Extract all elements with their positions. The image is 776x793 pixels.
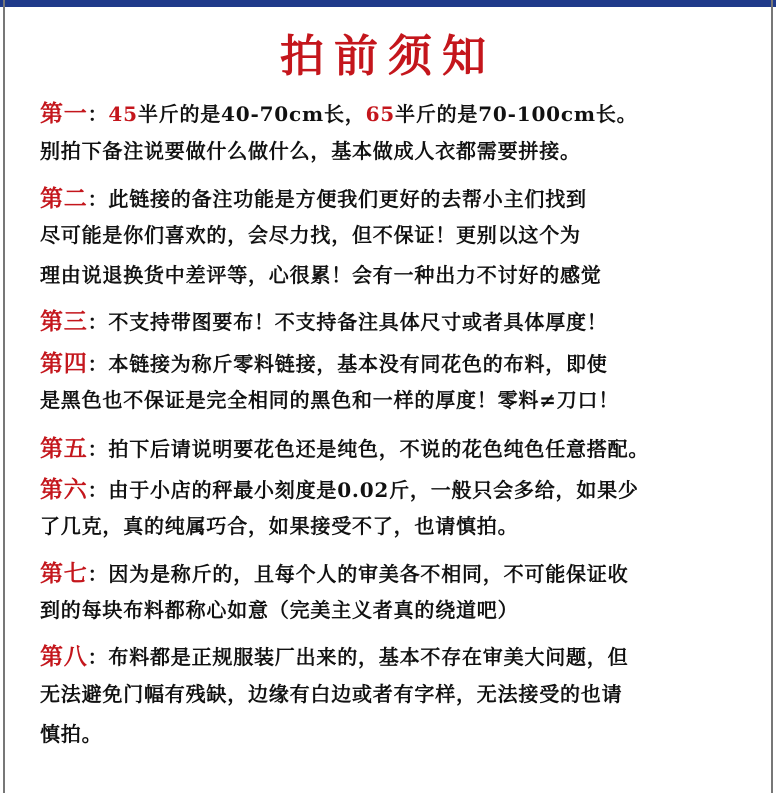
item-7-label: 第七	[40, 560, 88, 587]
item-1-number-2: 65	[365, 102, 396, 126]
left-border	[3, 0, 5, 793]
item-1-text-1: 半斤的是40-70cm长，	[137, 102, 366, 126]
item-1-label: 第一	[40, 100, 88, 127]
item-8-label: 第八	[40, 643, 88, 670]
item-2-line-3: 理由说退换货中差评等，心很累！会有一种出力不讨好的感觉	[40, 263, 602, 287]
item-1-number-1: 45	[108, 102, 138, 126]
item-4-line-1	[40, 345, 608, 378]
item-7-text: ：因为是称斤的，且每个人的审美各不相同，不可能保证收	[87, 562, 629, 586]
page-title: 拍前须知	[280, 31, 496, 82]
item-3-text: ：不支持带图要布！不支持备注具体尺寸或者具体厚度！	[87, 310, 608, 334]
item-7-line-2: 到的每块布料都称心如意（完美主义者真的绕道吧）	[40, 598, 519, 622]
item-8-line-1	[40, 638, 628, 671]
item-6-text: ：由于小店的秤最小刻度是0.02斤，一般只会多给，如果少	[87, 478, 639, 502]
item-2-line-1	[40, 180, 587, 213]
item-1-colon: ：	[87, 102, 109, 126]
item-3-line-1	[40, 303, 608, 336]
item-4-text: ：本链接为称斤零料链接，基本没有同花色的布料，即使	[87, 352, 608, 376]
item-7-line-1	[40, 555, 628, 588]
item-8-line-2: 无法避免门幅有残缺，边缘有白边或者有字样，无法接受的也请	[40, 682, 623, 706]
item-6-line-1	[40, 471, 639, 504]
right-border	[771, 0, 773, 793]
item-5-line-1	[40, 430, 649, 463]
item-5-label: 第五	[40, 435, 88, 462]
item-8-text: ：布料都是正规服装厂出来的，基本不存在审美大问题，但	[87, 645, 629, 669]
item-1-line-1	[40, 95, 637, 128]
item-8-line-3: 慎拍。	[40, 722, 103, 746]
item-3-label: 第三	[40, 308, 88, 335]
item-6-line-2: 了几克，真的纯属巧合，如果接受不了，也请慎拍。	[40, 514, 519, 538]
item-2-line-2: 尽可能是你们喜欢的，会尽力找，但不保证！更别以这个为	[40, 223, 581, 247]
item-1-line-2: 别拍下备注说要做什么做什么，基本做成人衣都需要拼接。	[40, 139, 581, 163]
item-1-text-2: 半斤的是70-100cm长。	[395, 102, 638, 126]
item-4-label: 第四	[40, 350, 88, 377]
item-5-text: ：拍下后请说明要花色还是纯色，不说的花色纯色任意搭配。	[87, 437, 650, 461]
item-4-line-2: 是黑色也不保证是完全相同的黑色和一样的厚度！零料≠刀口！	[40, 388, 620, 412]
item-2-text: ：此链接的备注功能是方便我们更好的去帮小主们找到	[87, 187, 587, 211]
item-2-label: 第二	[40, 185, 88, 212]
top-blue-bar	[0, 0, 776, 7]
item-6-label: 第六	[40, 476, 88, 503]
